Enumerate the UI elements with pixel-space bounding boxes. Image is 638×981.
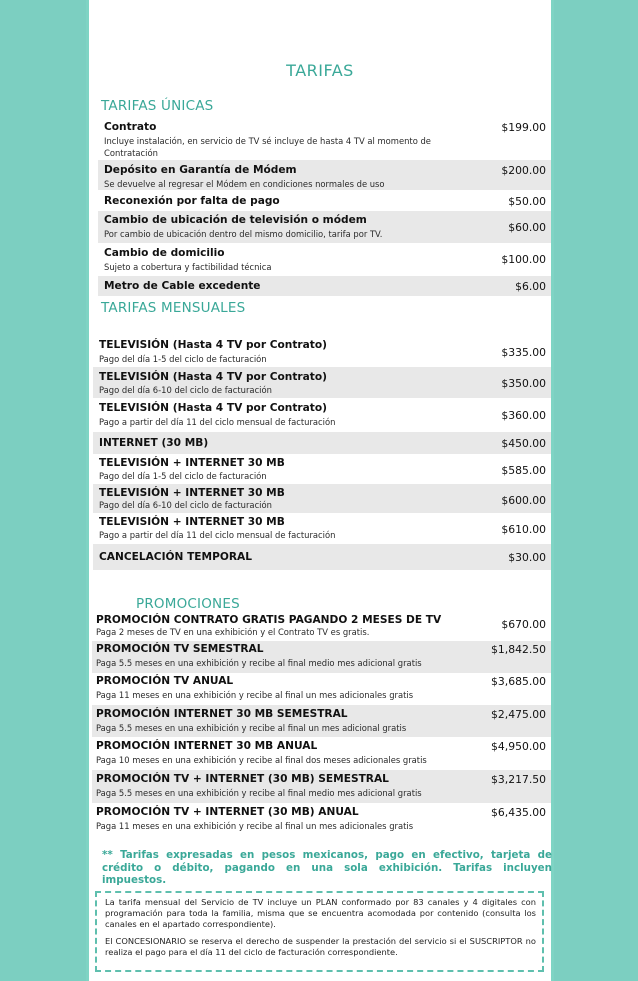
- item-description: Pago a partir del día 11 del ciclo mensual de facturación: [99, 530, 336, 540]
- item-description: Paga 11 meses en una exhibición y recibe al final un mes adicionales gratis: [96, 821, 414, 831]
- item-description: Por cambio de ubicación dentro del mismo domicilio, tarifa por TV.: [104, 229, 383, 239]
- item-name: Cambio de domicilio: [104, 247, 225, 259]
- item-name: Reconexión por falta de pago: [104, 195, 280, 207]
- prices-note: ** Tarifas expresadas en pesos mexicanos, pago en efectivo, tarjeta de crédito o débito, pagando en una sola exhibición. Tarifas incluyen impuestos.: [102, 849, 552, 887]
- item-name: Contrato: [104, 121, 157, 133]
- legal-paragraph-suspension: El CONCESIONARIO se reserva el derecho de suspender la prestación del servicio si el SUSCRIPTOR no realiza el pago para el día 11 del ciclo de facturación correspondiente.: [105, 935, 536, 957]
- mensuales-row: [93, 544, 551, 570]
- item-name: CANCELACIÓN TEMPORAL: [99, 551, 252, 563]
- item-price: $3,217.50: [491, 773, 546, 786]
- item-name: PROMOCIÓN TV ANUAL: [96, 675, 234, 687]
- item-price: $610.00: [501, 523, 546, 536]
- item-name: PROMOCIÓN TV SEMESTRAL: [96, 643, 264, 655]
- mensuales-row: [93, 513, 551, 543]
- item-price: $670.00: [501, 618, 546, 631]
- mensuales-row: [93, 399, 551, 431]
- item-price: $1,842.50: [491, 643, 546, 656]
- item-description: Pago del día 6-10 del ciclo de facturación: [99, 385, 272, 395]
- promociones-row: [92, 641, 551, 673]
- item-name: PROMOCIÓN INTERNET 30 MB ANUAL: [96, 740, 318, 752]
- item-name: PROMOCIÓN INTERNET 30 MB SEMESTRAL: [96, 708, 348, 720]
- item-price: $335.00: [501, 346, 546, 359]
- item-price: $100.00: [501, 253, 546, 266]
- item-name: Cambio de ubicación de televisión o módem: [104, 214, 367, 226]
- unicas-row: [98, 160, 551, 190]
- item-description: Pago a partir del día 11 del ciclo mensual de facturación: [99, 417, 336, 427]
- promociones-row: [92, 705, 551, 737]
- legal-box: [95, 891, 544, 972]
- unicas-row: [98, 192, 551, 210]
- item-description: Paga 10 meses en una exhibición y recibe al final dos meses adicionales gratis: [96, 755, 427, 765]
- page-title: TARIFAS: [286, 61, 354, 80]
- item-price: $4,950.00: [491, 740, 546, 753]
- item-name: Metro de Cable excedente: [104, 280, 261, 292]
- item-price: $450.00: [501, 437, 546, 450]
- item-name: PROMOCIÓN CONTRATO GRATIS PAGANDO 2 MESES DE TV: [96, 614, 442, 626]
- item-price: $199.00: [501, 121, 546, 134]
- item-description: Se devuelve al regresar el Módem en condiciones normales de uso: [104, 179, 385, 189]
- tariff-card: [86, 0, 554, 981]
- item-description: Pago del día 1-5 del ciclo de facturación: [99, 354, 267, 364]
- legal-paragraph-plan: La tarifa mensual del Servicio de TV incluye un PLAN conformado por 83 canales y 4 digitales con programación para toda la familia, misma que se encuentra acomodada por contenido (consulta los canales en el apartado correspondiente).: [105, 897, 536, 930]
- promociones-row: [92, 612, 551, 640]
- item-description: Paga 2 meses de TV en una exhibición y el Contrato TV es gratis.: [96, 627, 370, 637]
- section-heading-promociones: PROMOCIONES: [136, 596, 240, 612]
- item-price: $600.00: [501, 494, 546, 507]
- item-description: Sujeto a cobertura y factibilidad técnica: [104, 262, 272, 272]
- item-price: $585.00: [501, 464, 546, 477]
- item-name: PROMOCIÓN TV + INTERNET (30 MB) SEMESTRAL: [96, 773, 389, 785]
- item-name: TELEVISIÓN + INTERNET 30 MB: [99, 487, 285, 499]
- item-price: $360.00: [501, 409, 546, 422]
- unicas-row: [98, 211, 551, 243]
- unicas-row: [98, 276, 551, 296]
- item-description: Paga 5.5 meses en una exhibición y recibe al final un mes adicional gratis: [96, 723, 407, 733]
- item-price: $60.00: [508, 221, 546, 234]
- item-description: Incluye instalación, en servicio de TV sé incluye de hasta 4 TV al momento de Contratación: [104, 136, 431, 158]
- item-price: $2,475.00: [491, 708, 546, 721]
- item-price: $3,685.00: [491, 675, 546, 688]
- unicas-row: [98, 118, 551, 158]
- item-name: TELEVISIÓN + INTERNET 30 MB: [99, 516, 285, 528]
- unicas-row: [98, 244, 551, 274]
- item-price: $50.00: [508, 195, 546, 208]
- section-heading-unicas: TARIFAS ÚNICAS: [101, 98, 214, 114]
- item-description: Pago del día 1-5 del ciclo de facturación: [99, 471, 267, 481]
- mensuales-row: [93, 367, 551, 398]
- item-price: $30.00: [508, 551, 546, 564]
- item-price: $200.00: [501, 164, 546, 177]
- promociones-row: [92, 737, 551, 770]
- mensuales-row: [93, 455, 551, 484]
- item-price: $350.00: [501, 377, 546, 390]
- mensuales-row: [93, 432, 551, 454]
- item-description: Pago del día 6-10 del ciclo de facturación: [99, 500, 272, 510]
- item-name: INTERNET (30 MB): [99, 437, 209, 449]
- item-name: TELEVISIÓN + INTERNET 30 MB: [99, 457, 285, 469]
- promociones-row: [92, 803, 551, 835]
- item-description: Paga 11 meses en una exhibición y recibe al final un mes adicionales gratis: [96, 690, 414, 700]
- item-name: TELEVISIÓN (Hasta 4 TV por Contrato): [99, 402, 327, 414]
- promociones-row: [92, 770, 551, 803]
- item-description: Paga 5.5 meses en una exhibición y recibe al final medio mes adicional gratis: [96, 788, 422, 798]
- mensuales-row: [93, 336, 551, 367]
- item-name: TELEVISIÓN (Hasta 4 TV por Contrato): [99, 339, 327, 351]
- item-price: $6.00: [515, 280, 546, 293]
- item-name: PROMOCIÓN TV + INTERNET (30 MB) ANUAL: [96, 806, 359, 818]
- promociones-row: [92, 673, 551, 705]
- item-price: $6,435.00: [491, 806, 546, 819]
- item-name: TELEVISIÓN (Hasta 4 TV por Contrato): [99, 371, 327, 383]
- item-name: Depósito en Garantía de Módem: [104, 164, 297, 176]
- mensuales-row: [93, 484, 551, 513]
- section-heading-mensuales: TARIFAS MENSUALES: [101, 300, 246, 316]
- item-description: Paga 5.5 meses en una exhibición y recibe al final medio mes adicional gratis: [96, 658, 422, 668]
